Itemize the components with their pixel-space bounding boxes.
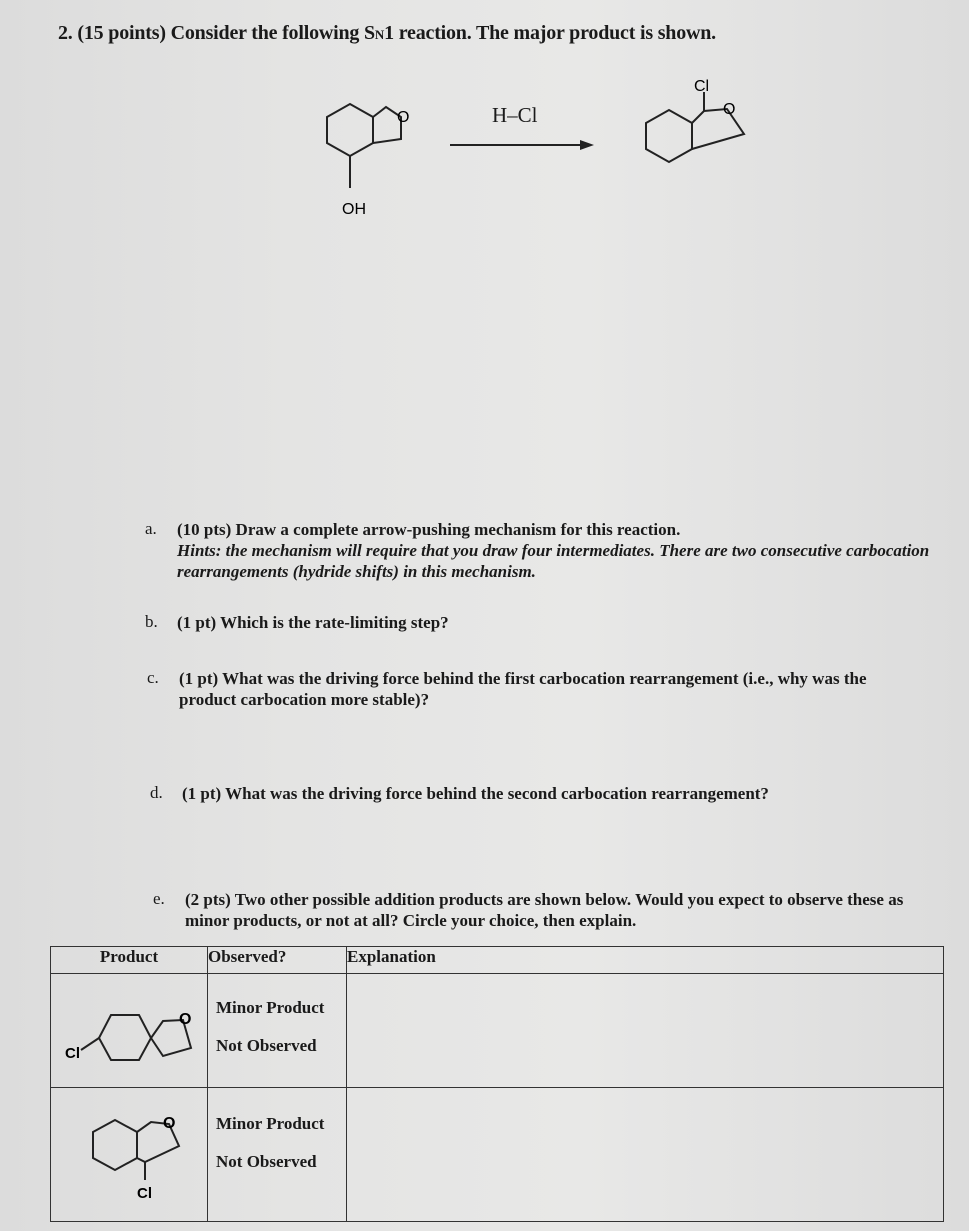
part-a-text: (10 pts) Draw a complete arrow-pushing mechanism for this reaction.	[177, 520, 681, 539]
row2-cl-label: Cl	[137, 1185, 152, 1202]
part-b-letter: b.	[145, 612, 158, 631]
part-c-letter: c.	[147, 668, 159, 687]
table-row	[51, 974, 944, 1088]
minor-product-2-structure	[51, 1088, 207, 1216]
minor-product-1-structure	[51, 974, 207, 1082]
explanation-cell[interactable]	[347, 974, 944, 1088]
part-d-text: (1 pt) What was the driving force behind the second carbocation rearrangement?	[182, 784, 769, 803]
header-explanation: Explanation	[347, 947, 944, 974]
part-b-text: (1 pt) Which is the rate-limiting step?	[177, 613, 449, 632]
reactant-o-label: O	[397, 109, 410, 126]
part-a	[145, 519, 935, 599]
part-a-hint: Hints: the mechanism will require that you draw four intermediates. There are two consecutive carbocation rearrangements (hydride shifts) in this mechanism.	[177, 541, 930, 581]
question-text-after: 1 reaction. The major product is shown.	[384, 22, 716, 44]
answer-table	[50, 946, 944, 1222]
reaction-scheme	[300, 70, 780, 230]
product-cell	[51, 1088, 208, 1222]
part-e-letter: e.	[153, 889, 165, 908]
part-d	[150, 783, 940, 807]
product-cl-label: Cl	[694, 78, 710, 95]
question-points: (15 points)	[77, 22, 166, 44]
choice-minor-product[interactable]: Minor Product	[216, 1114, 325, 1133]
choice-not-observed[interactable]: Not Observed	[216, 1036, 317, 1055]
header-observed: Observed?	[208, 947, 347, 974]
choice-minor-product[interactable]: Minor Product	[216, 998, 325, 1017]
row2-o-label: O	[163, 1115, 176, 1132]
reactant-oh-label: OH	[342, 201, 366, 218]
choice-not-observed[interactable]: Not Observed	[216, 1152, 317, 1171]
part-c-text: (1 pt) What was the driving force behind the first carbocation rearrangement (i.e., why was the product carbocation more stable)?	[179, 669, 867, 709]
table-row	[51, 1088, 944, 1222]
observed-cell	[208, 974, 347, 1088]
question-number: 2.	[58, 22, 73, 44]
product-o-label: O	[723, 101, 736, 118]
table-header-row	[51, 947, 944, 974]
sn-subscript: N	[374, 27, 385, 42]
reagent-label: H–Cl	[492, 103, 538, 127]
question-header	[58, 22, 716, 45]
row1-o-label: O	[179, 1011, 192, 1028]
part-d-letter: d.	[150, 783, 163, 802]
reaction-arrow	[450, 140, 594, 150]
observed-cell	[208, 1088, 347, 1222]
question-text-before: Consider the following S	[170, 22, 375, 44]
part-a-letter: a.	[145, 519, 157, 538]
reactant-structure	[327, 104, 401, 188]
header-product: Product	[51, 947, 208, 974]
part-e	[153, 889, 943, 937]
explanation-cell[interactable]	[347, 1088, 944, 1222]
part-c	[147, 668, 937, 716]
part-e-text: (2 pts) Two other possible addition products are shown below. Would you expect to observe these as minor products, or not at all? Circle your choice, then explain.	[185, 890, 904, 930]
row1-cl-label: Cl	[65, 1045, 80, 1062]
part-b	[145, 612, 935, 636]
product-cell	[51, 974, 208, 1088]
